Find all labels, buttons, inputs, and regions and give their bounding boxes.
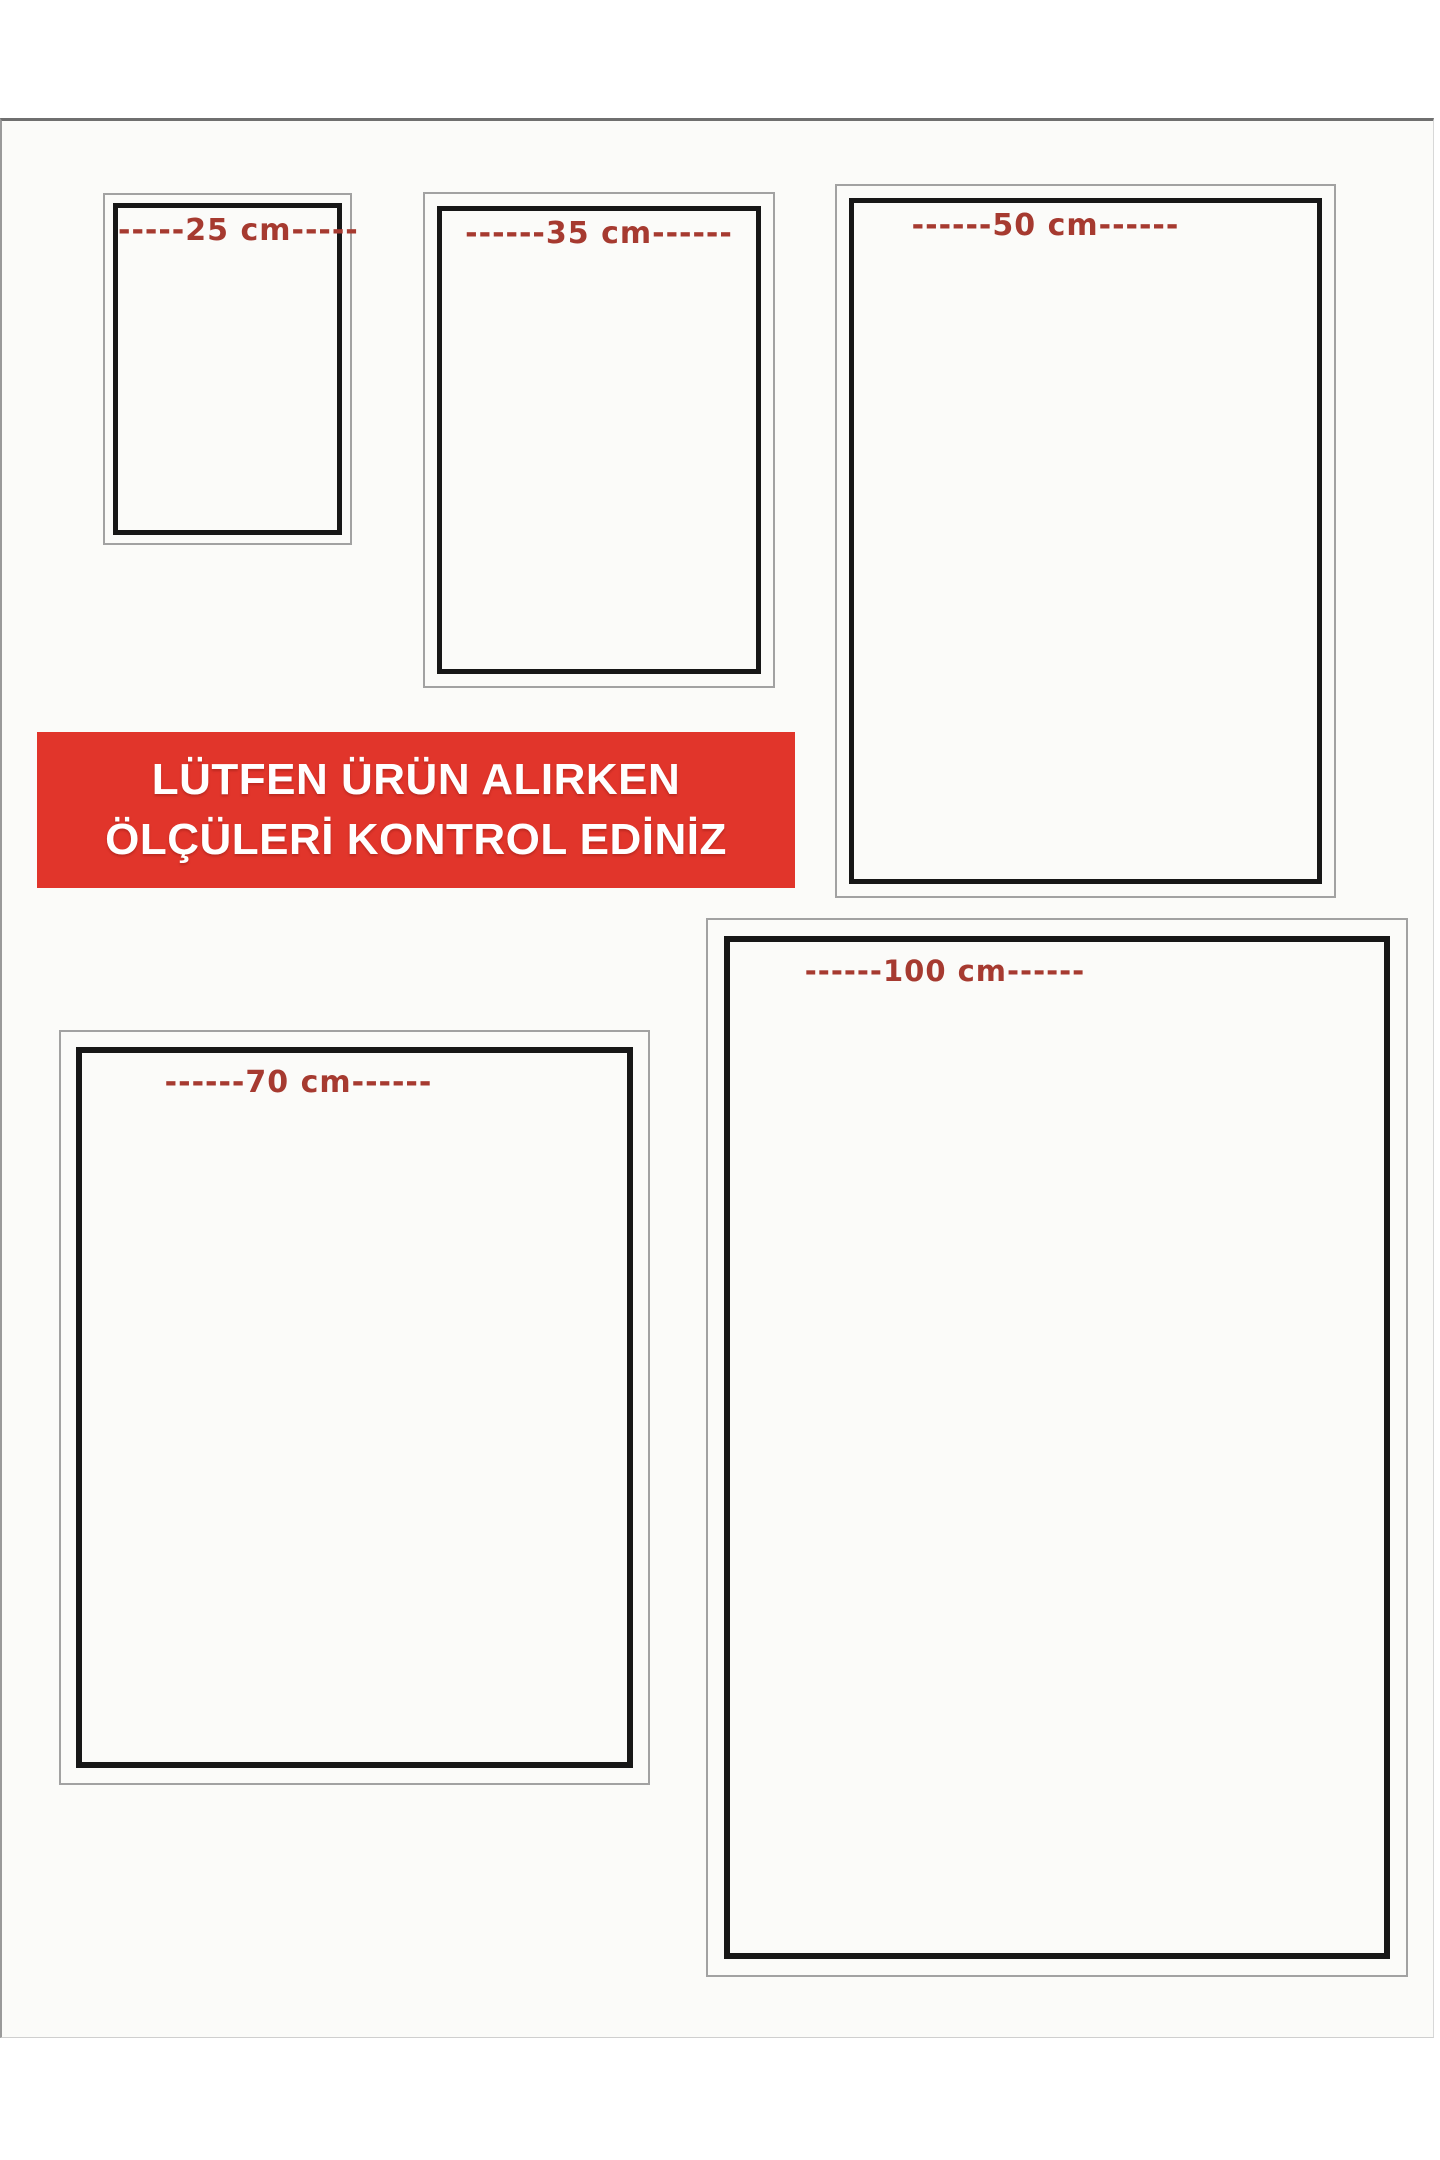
warning-banner-line2: ÖLÇÜLERİ KONTROL EDİNİZ: [105, 815, 727, 864]
size-box-100x140-inner-frame: [724, 936, 1390, 1959]
size-diagram-canvas: [0, 118, 1434, 2038]
size-box-50x70: [835, 184, 1336, 898]
size-box-50x70-inner-frame: [849, 198, 1322, 884]
width-dimension-label-70cm: ------70 cm------: [164, 1065, 433, 1100]
size-box-70x100-inner-frame: [76, 1047, 633, 1768]
warning-banner: [37, 732, 795, 888]
size-box-70x100: [59, 1030, 650, 1785]
size-box-100x140: [706, 918, 1408, 1977]
width-dimension-label-50cm: ------50 cm------: [911, 208, 1180, 243]
size-box-35x50: [423, 192, 775, 688]
width-dimension-label-25cm: -----25 cm-----: [118, 213, 359, 248]
size-box-35x50-inner-frame: [437, 206, 761, 674]
size-box-25x35: [103, 193, 359, 545]
width-dimension-label-35cm: ------35 cm------: [465, 216, 733, 251]
warning-banner-line1: LÜTFEN ÜRÜN ALIRKEN: [151, 755, 681, 804]
size-box-25x35-inner-frame: [113, 203, 359, 535]
width-dimension-label-100cm: ------100 cm------: [804, 954, 1086, 988]
